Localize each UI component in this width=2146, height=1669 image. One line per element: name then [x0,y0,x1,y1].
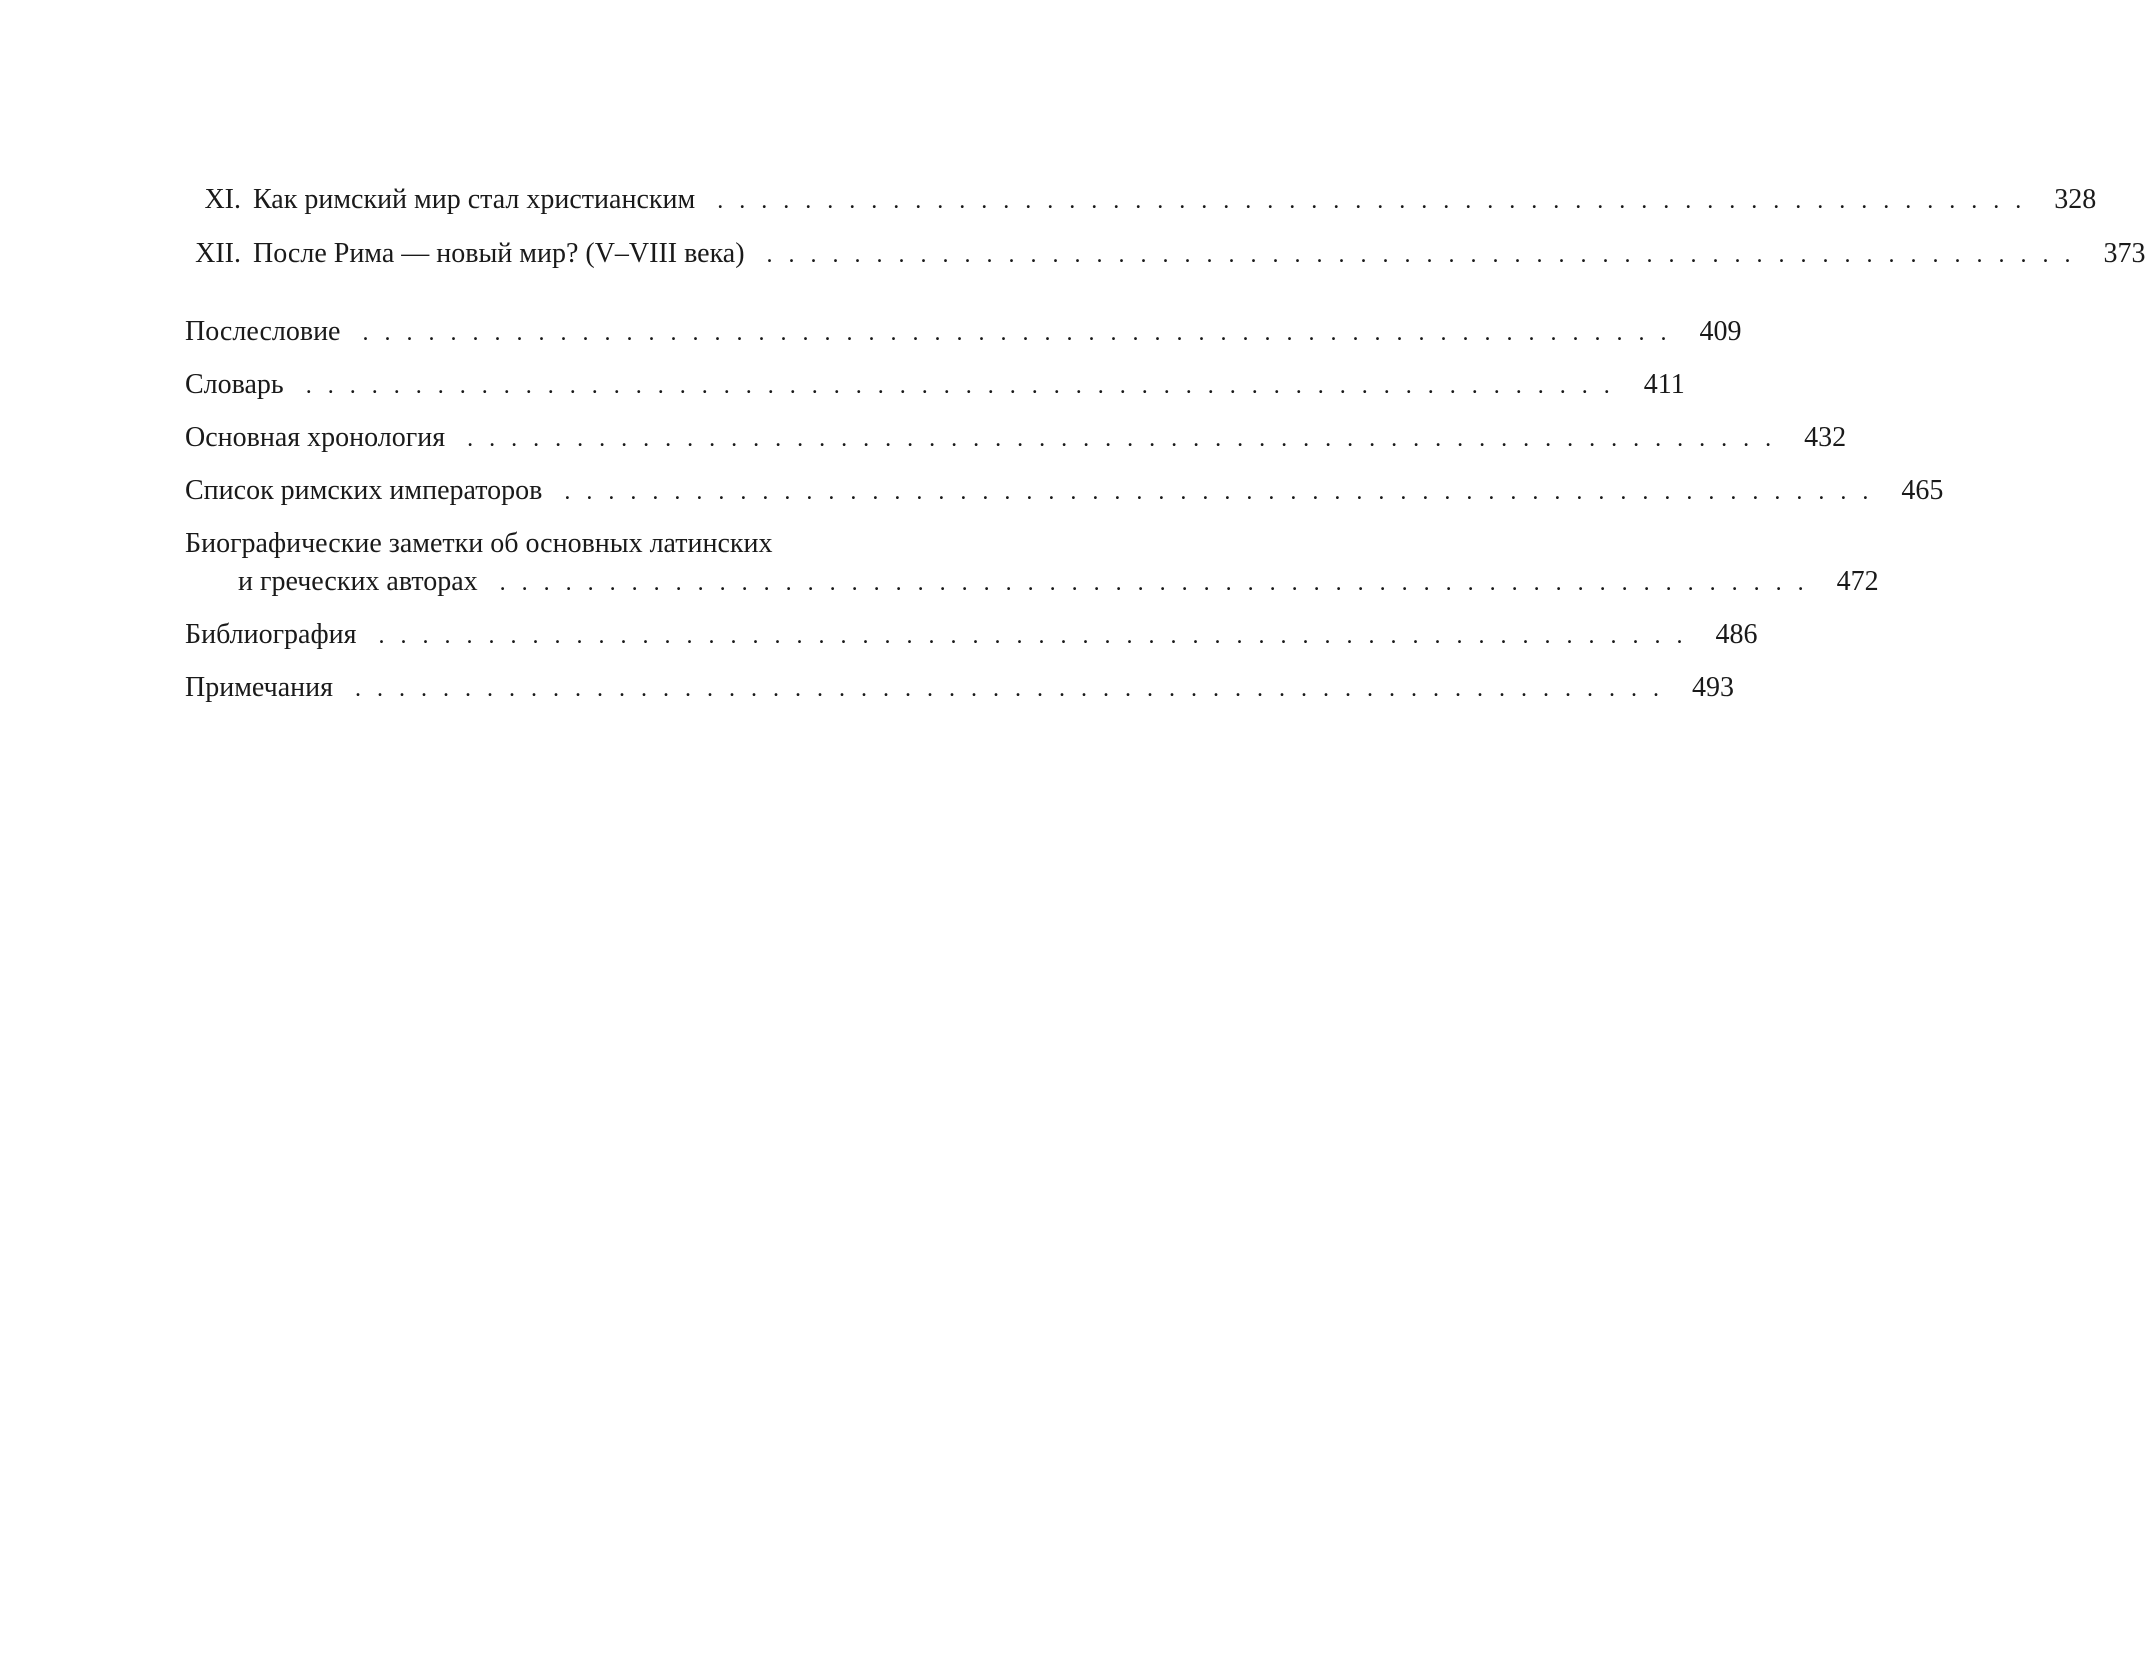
page-number: 409 [1699,316,1742,347]
dot-leader: . . . . . . . . . . . . . . . . . . . . . . . . . . . . . . . . . . . . . . . . . . . . . . . . . . . . . . . . . . . . [564,479,1874,505]
page-number: 472 [1836,566,1879,597]
toc-entry-chapter-12[interactable] [185,238,2146,294]
chapter-title: Как римский мир стал христианским [253,184,696,215]
section-title: Примечания [185,672,334,703]
chapter-title: После Рима — новый мир? (V–VIII века) [253,238,745,269]
chapter-number: XI. [204,184,241,215]
section-title-line-2-row [185,566,1879,621]
section-title: Библиография [185,619,357,650]
section-title: Основная хронология [185,422,446,453]
toc-entry-afterword[interactable] [185,316,1742,371]
section-title: Список римских императоров [185,475,543,506]
page-number: 465 [1901,475,1944,506]
dot-leader: . . . . . . . . . . . . . . . . . . . . . . . . . . . . . . . . . . . . . . . . . . . . . . . . . . . . . . . . . . . . [362,320,1672,346]
dot-leader: . . . . . . . . . . . . . . . . . . . . . . . . . . . . . . . . . . . . . . . . . . . . . . . . . . . . . . . . . . . . [717,188,2027,214]
dot-leader: . . . . . . . . . . . . . . . . . . . . . . . . . . . . . . . . . . . . . . . . . . . . . . . . . . . . . . . . . . . . [766,242,2076,268]
dot-leader: . . . . . . . . . . . . . . . . . . . . . . . . . . . . . . . . . . . . . . . . . . . . . . . . . . . . . . . . . . . . [355,676,1665,702]
dot-leader: . . . . . . . . . . . . . . . . . . . . . . . . . . . . . . . . . . . . . . . . . . . . . . . . . . . . . . . . . . . . [467,426,1777,452]
dot-leader: . . . . . . . . . . . . . . . . . . . . . . . . . . . . . . . . . . . . . . . . . . . . . . . . . . . . . . . . . . . . [499,570,1809,596]
page-number: 411 [1643,369,1685,400]
toc-entry-bibliography[interactable] [185,619,1758,674]
table-of-contents [185,184,2146,727]
page-number: 486 [1715,619,1758,650]
toc-entry-chronology[interactable] [185,422,1847,477]
section-title-line-2: и греческих авторах [238,566,478,597]
toc-entry-chapter-11[interactable] [185,184,2097,240]
page-number: 432 [1804,422,1847,453]
dot-leader: . . . . . . . . . . . . . . . . . . . . . . . . . . . . . . . . . . . . . . . . . . . . . . . . . . . . . . . . . . . . [378,623,1688,649]
section-title: Словарь [185,369,284,400]
section-title: Послесловие [185,316,341,347]
toc-entry-emperors[interactable] [185,475,1944,530]
toc-entry-notes[interactable] [185,672,1735,727]
page-number: 328 [2054,184,2097,215]
page-number: 373 [2103,238,2146,269]
toc-entry-biographies[interactable] [185,528,1879,621]
section-title-line-1: Биографические заметки об основных латинских [185,528,773,559]
toc-entry-glossary[interactable] [185,369,1685,424]
dot-leader: . . . . . . . . . . . . . . . . . . . . . . . . . . . . . . . . . . . . . . . . . . . . . . . . . . . . . . . . . . . . [305,373,1615,399]
page-number: 493 [1692,672,1735,703]
chapter-number: XII. [195,238,241,269]
